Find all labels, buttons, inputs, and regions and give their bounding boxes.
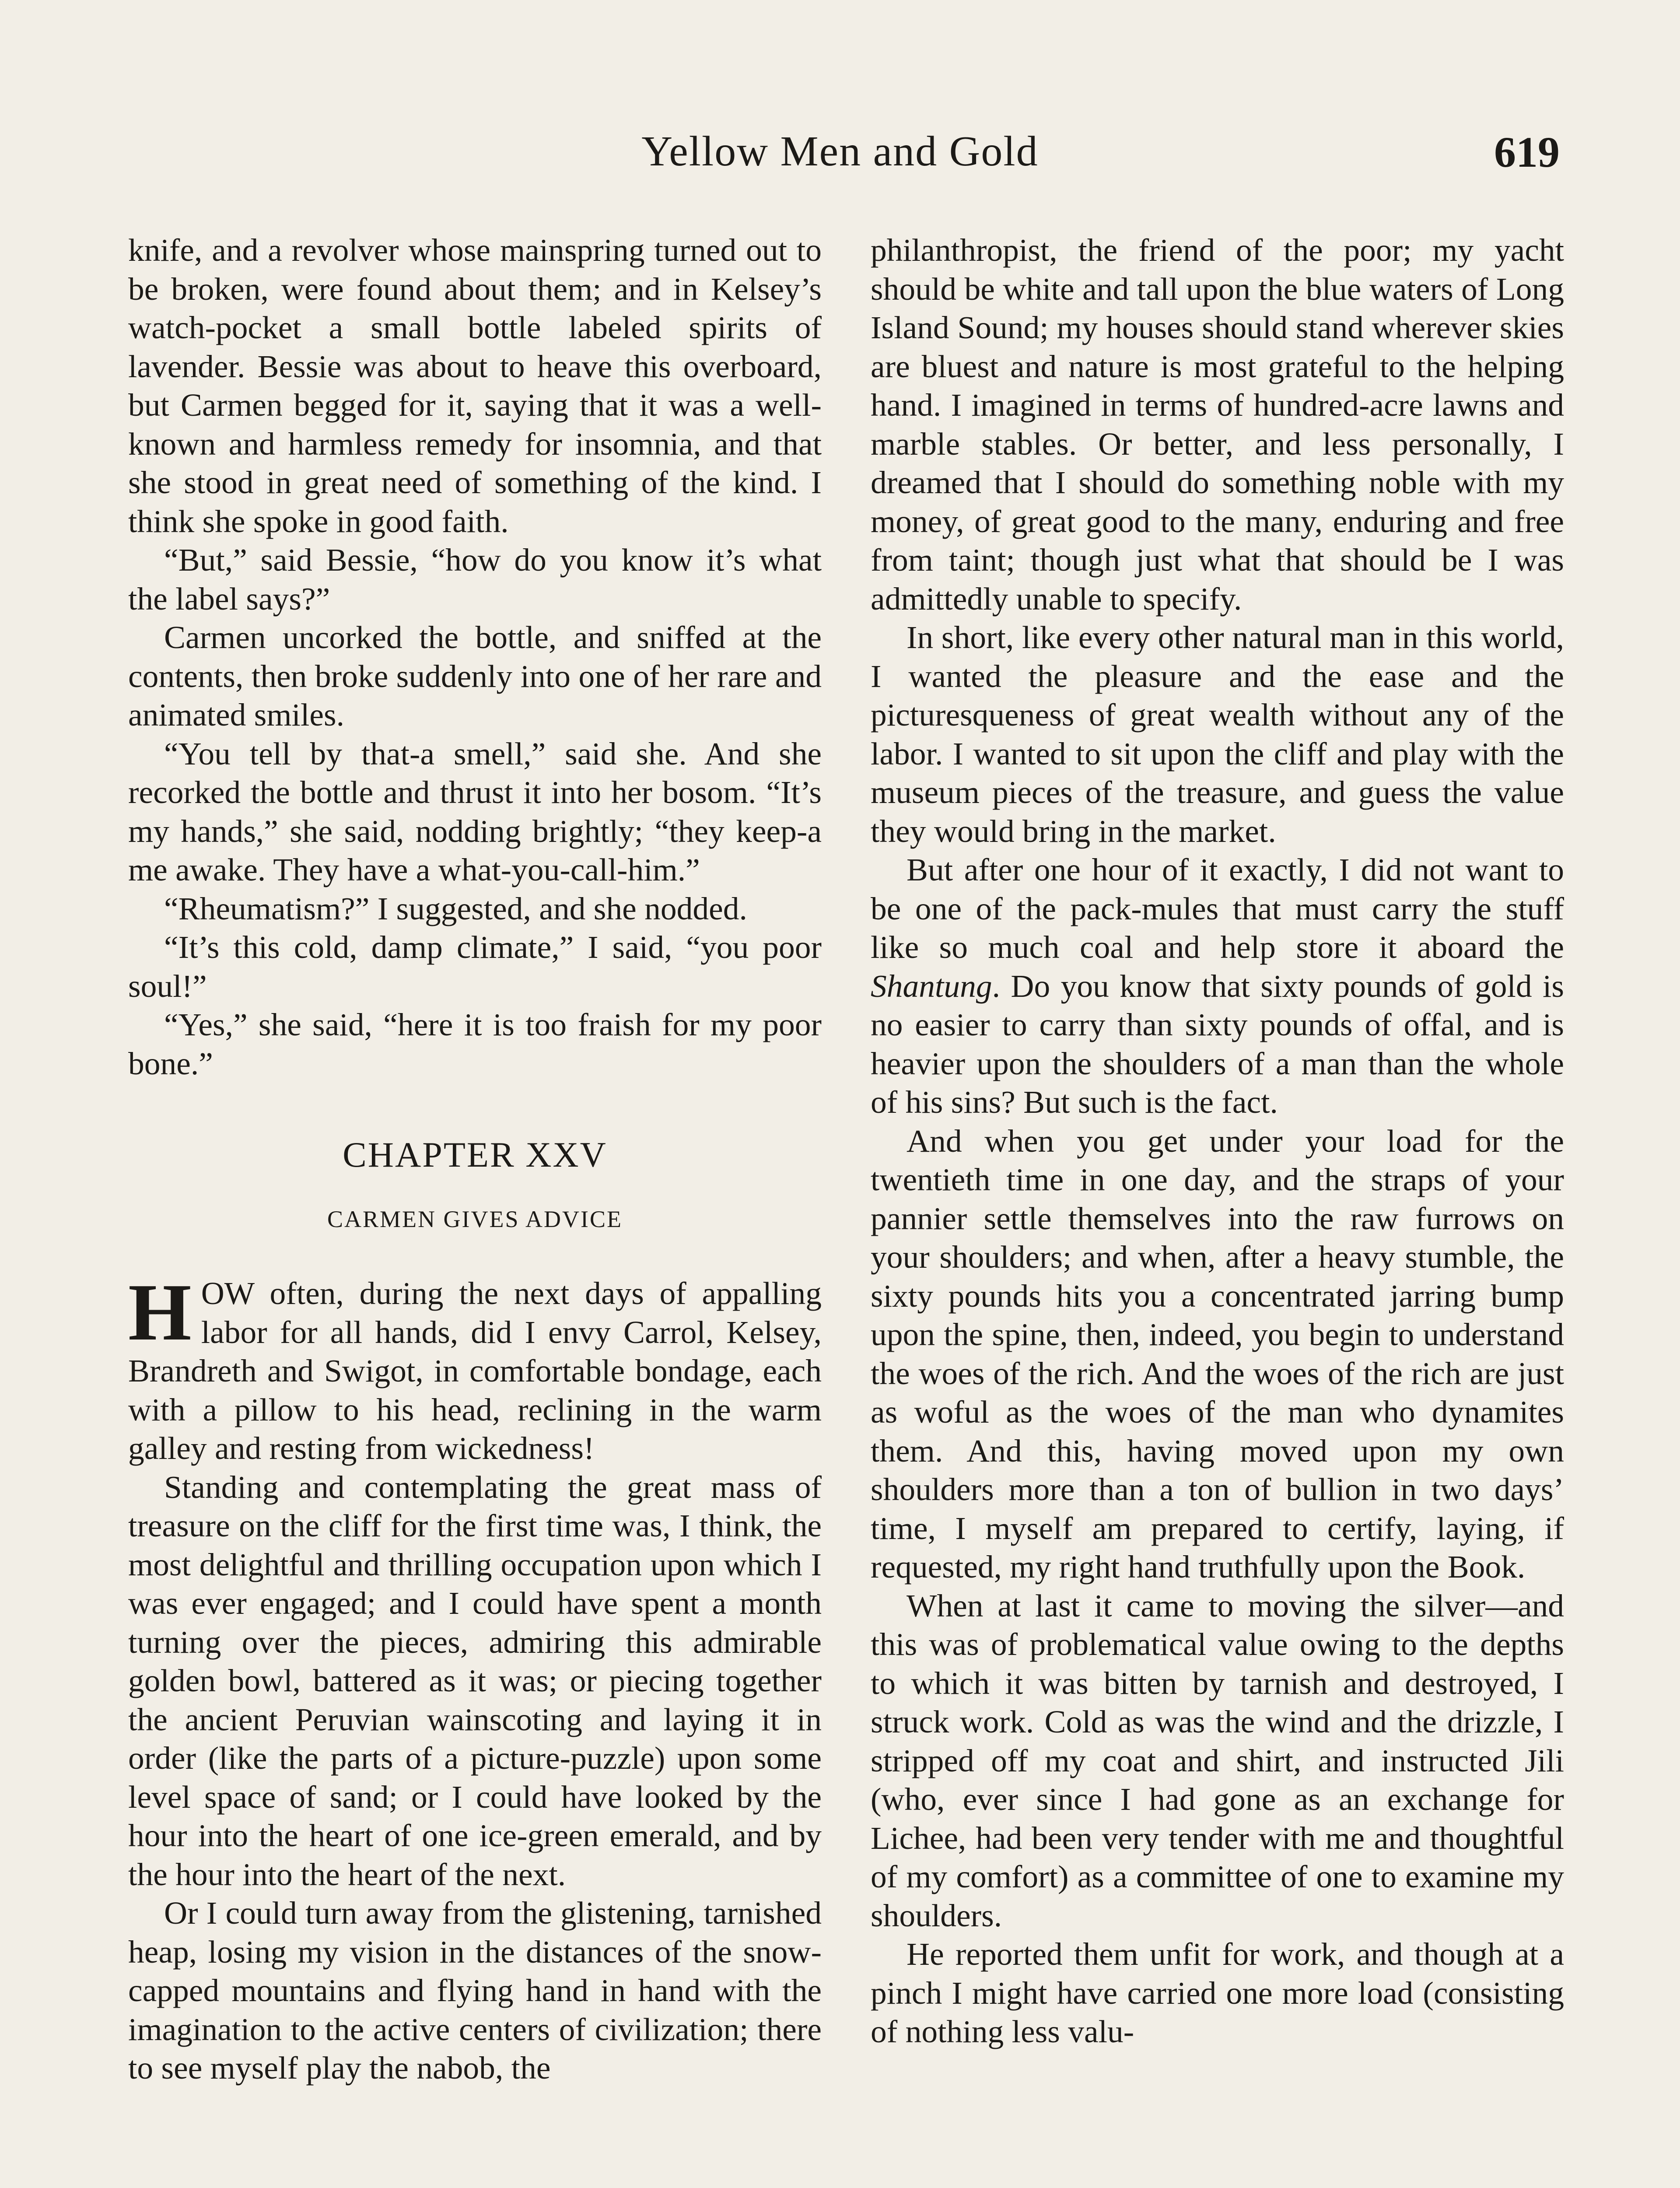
- paragraph: Carmen uncorked the bottle, and sniffed at the contents, then broke suddenly into one of her rare and animated smiles.: [128, 620, 822, 733]
- running-head: [0, 127, 1680, 193]
- paragraph: “You tell by that-a smell,” said she. And she recorked the bottle and thrust it into her bosom. “It’s my hands,” she said, nodding brightly; “they keep-a me awake. They have a what-you-call-him.”: [128, 736, 822, 887]
- drop-cap: H: [128, 1267, 192, 1357]
- paragraph: philanthropist, the friend of the poor; my yacht should be white and tall upon the blue waters of Long Island Sound; my houses should stand wherever skies are bluest and nature is most grateful to the helping hand. I imagined in terms of hundred-acre lawns and marble stables. Or better, and less personally, I dreamed that I should do something noble with my money, of great good to the many, enduring and free from taint; though just what that should be I was admittedly unable to specify.: [871, 232, 1564, 617]
- paragraph: He reported them unfit for work, and though at a pinch I might have carried one more load (consisting of nothing less valu-: [871, 1936, 1564, 2049]
- paragraph: Or I could turn away from the glistening, tarnished heap, losing my vision in the distances of the snow-capped mountains and flying hand in hand with the imagination to the active centers of civilization; there to see myself play the nabob, the: [128, 1895, 822, 2086]
- paragraph: Standing and contemplating the great mass of treasure on the cliff for the first time was, I think, the most delightful and thrilling occupation upon which I was ever engaged; and I could have spent a month turning over the pieces, admiring this admirable golden bowl, battered as it was; or piecing together the ancient Peruvian wainscoting and laying it in order (like the parts of a picture-puzzle) upon some level space of sand; or I could have looked by the hour into the heart of one ice-green emerald, and by the hour into the heart of the next.: [128, 1469, 822, 1892]
- paragraph: “Rheumatism?” I suggested, and she nodded.: [164, 891, 747, 926]
- right-column: [871, 231, 1564, 2051]
- paragraph: In short, like every other natural man in this world, I wanted the pleasure and the ease and the picturesqueness of great wealth without any of the labor. I wanted to sit upon the cliff and play with the museum pieces of the treasure, and guess the value they would bring in the market.: [871, 620, 1564, 849]
- running-title: Yellow Men and Gold: [641, 128, 1039, 175]
- paragraph: “It’s this cold, damp climate,” I said, “you poor soul!”: [128, 929, 822, 1004]
- page-number: 619: [1494, 128, 1560, 176]
- opening-text: OW often, during the next days of appalling labor for all hands, did I envy Carrol, Kelsey, Brandreth and Swigot, in comfortable bondage, each with a pillow to his head, reclining in the warm galley and resting from wickedness!: [128, 1276, 822, 1466]
- paragraph-text: But after one hour of it exactly, I did not want to be one of the pack-mules that must carry the stuff like so much coal and help store it aboard the: [871, 852, 1564, 965]
- paragraph: “Yes,” she said, “here it is too fraish for my poor bone.”: [128, 1007, 822, 1081]
- chapter-subtitle: CARMEN GIVES ADVICE: [327, 1206, 623, 1232]
- opening-paragraph: [128, 1267, 822, 1468]
- paragraph: “But,” said Bessie, “how do you know it’s what the label says?”: [128, 542, 822, 617]
- left-column: [128, 231, 822, 2088]
- paragraph: knife, and a revolver whose mainspring turned out to be broken, were found about them; and in Kelsey’s watch-pocket a small bottle labeled spirits of lavender. Bessie was about to heave this overboard, but Carmen begged for it, saying that it was a well-known and harmless remedy for insomnia, and that she stood in great need of something of the kind. I think she spoke in good faith.: [128, 232, 822, 539]
- chapter-heading: CHAPTER XXV: [343, 1135, 607, 1175]
- paragraph: [871, 851, 1564, 1122]
- ship-name: Shantung: [871, 968, 992, 1004]
- paragraph: When at last it came to moving the silver—and this was of problematical value owing to the depths to which it was bitten by tarnish and destroyed, I struck work. Cold as was the wind and the drizzle, I stripped off my coat and shirt, and instructed Jili (who, ever since I had gone as an exchange for Lichee, had been very tender with me and thoughtful of my comfort) as a committee of one to examine my shoulders.: [871, 1588, 1564, 1933]
- paragraph: And when you get under your load for the twentieth time in one day, and the straps of your pannier settle themselves into the raw furrows on your shoulders; and when, after a heavy stumble, the sixty pounds hits you a concentrated jarring bump upon the spine, then, indeed, you begin to understand the woes of the rich. And the woes of the rich are just as woful as the woes of the man who dynamites them. And this, having moved upon my own shoulders more than a ton of bullion in two days’ time, I myself am prepared to certify, laying, if requested, my right hand truthfully upon the Book.: [871, 1123, 1564, 1585]
- paragraph-text: . Do you know that sixty pounds of gold is no easier to carry than sixty pounds of offal, and is heavier upon the shoulders of a man than the whole of his sins? But such is the fact.: [871, 968, 1564, 1120]
